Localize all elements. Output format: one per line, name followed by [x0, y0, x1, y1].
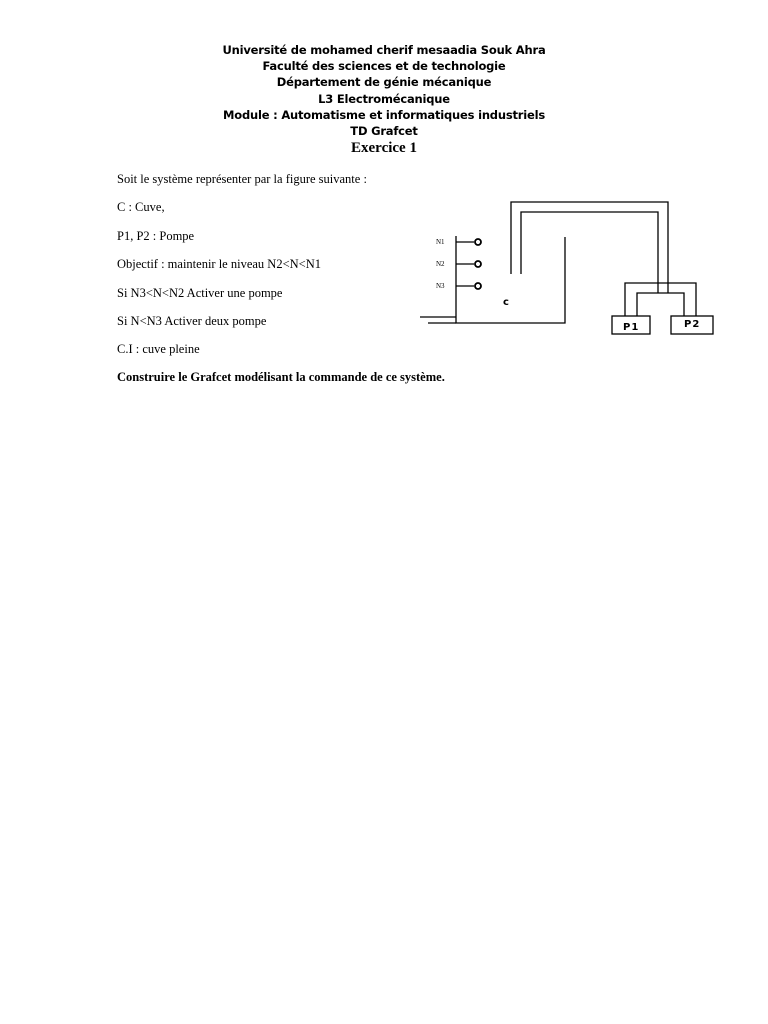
definition-pumps: P1, P2 : Pompe [117, 229, 195, 243]
manifold-inner [637, 293, 684, 316]
exercise-title: Exercice 1 [351, 140, 417, 157]
inlet-pipe-inner [521, 212, 658, 293]
sensor-n2-icon [475, 261, 481, 267]
sensor-n2-label: N2 [436, 260, 445, 268]
rule-one-pump: Si N3<N<N2 Activer une pompe [117, 286, 283, 300]
td-title: TD Grafcet [350, 124, 418, 139]
faculty-name: Faculté des sciences et de technologie [262, 59, 506, 74]
module-name: Module : Automatisme et informatiques industriels [223, 107, 545, 122]
level-name: L3 Electromécanique [318, 91, 450, 106]
sensor-n3-label: N3 [436, 282, 445, 290]
objective-text: Objectif : maintenir le niveau N2<N<N1 [117, 257, 321, 271]
pump-p2-label: P2 [684, 319, 701, 330]
task-instruction: Construire le Grafcet modélisant la commande de ce système. [117, 370, 445, 384]
university-name: Université de mohamed cherif mesaadia Souk Ahra [222, 43, 546, 57]
inlet-pipe-outer [511, 202, 668, 293]
sensor-n1-icon [475, 239, 481, 245]
tank-label: c [503, 297, 509, 308]
initial-condition: C.I : cuve pleine [117, 342, 200, 356]
department-name: Département de génie mécanique [276, 75, 492, 90]
definition-tank: C : Cuve, [117, 200, 165, 214]
manifold-outer [625, 283, 696, 316]
rule-two-pumps: Si N<N3 Activer deux pompe [117, 314, 267, 328]
sensor-n1-label: N1 [436, 238, 445, 246]
sensor-n3-icon [475, 283, 481, 289]
pump-p1-label: P1 [623, 322, 640, 333]
intro-text: Soit le système représenter par la figure suivante : [117, 172, 367, 186]
